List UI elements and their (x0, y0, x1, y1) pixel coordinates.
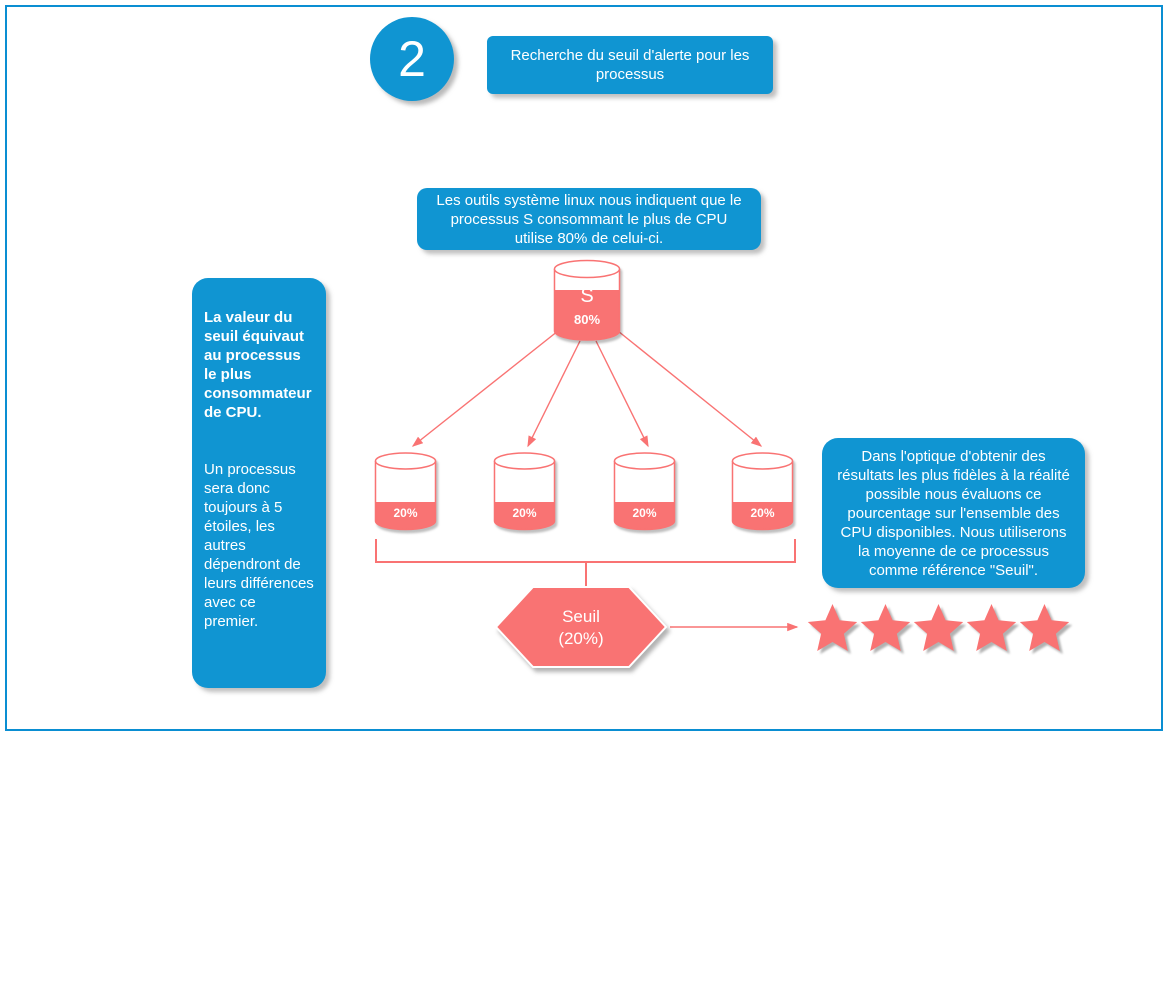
step-title-box (487, 36, 773, 94)
note-left-bold-text: La valeur du seuil équivaut au processus le plus consommateur de CPU. (204, 309, 312, 421)
cpu-usage: 20% (393, 506, 418, 520)
seuil-hexagon (492, 584, 670, 672)
note-top-text: Les outils système linux nous indiquent que le processus S consommant le plus de CPU utilise 80% de celui-ci. (436, 191, 742, 247)
star-icon (859, 603, 912, 653)
step-number-badge (370, 17, 454, 101)
star-icon (965, 603, 1018, 653)
seuil-value: (20%) (558, 629, 604, 648)
star-icon (1018, 603, 1071, 653)
step-number: 2 (398, 31, 426, 87)
note-top-box (417, 188, 761, 250)
cpu-usage: 20% (512, 506, 537, 520)
cylinder-shape (374, 452, 437, 534)
note-right-box (822, 438, 1085, 588)
cpu-cylinder (613, 452, 676, 534)
cpu-cylinder (374, 452, 437, 534)
process-label: S (580, 285, 594, 307)
note-right-text: Dans l'optique d'obtenir des résultats les plus fidèles à la réalité possible nous évaluons ce pourcentage sur l'ensemble des CPU disponibles. Nous utiliserons la moyenne de ce processus comme référence "Seuil". (837, 447, 1070, 579)
star-icon (912, 603, 965, 653)
seuil-label (492, 584, 670, 672)
star-icon (806, 603, 859, 653)
process-usage: 80% (573, 312, 601, 327)
process-cylinder (553, 259, 621, 345)
cylinder-shape (613, 452, 676, 534)
star-row (806, 603, 1086, 659)
note-left-box (192, 278, 326, 688)
cpu-usage: 20% (750, 506, 775, 520)
cpu-usage: 20% (632, 506, 657, 520)
cylinder-shape (493, 452, 556, 534)
seuil-title: Seuil (562, 607, 600, 626)
cpu-cylinder (493, 452, 556, 534)
cylinder-shape (731, 452, 794, 534)
note-left-regular-text: Un processus sera donc toujours à 5 étoiles, les autres dépendront de leurs différences avec ce premier. (204, 461, 314, 630)
step-title: Recherche du seuil d'alerte pour les processus (510, 47, 750, 83)
cpu-cylinder (731, 452, 794, 534)
